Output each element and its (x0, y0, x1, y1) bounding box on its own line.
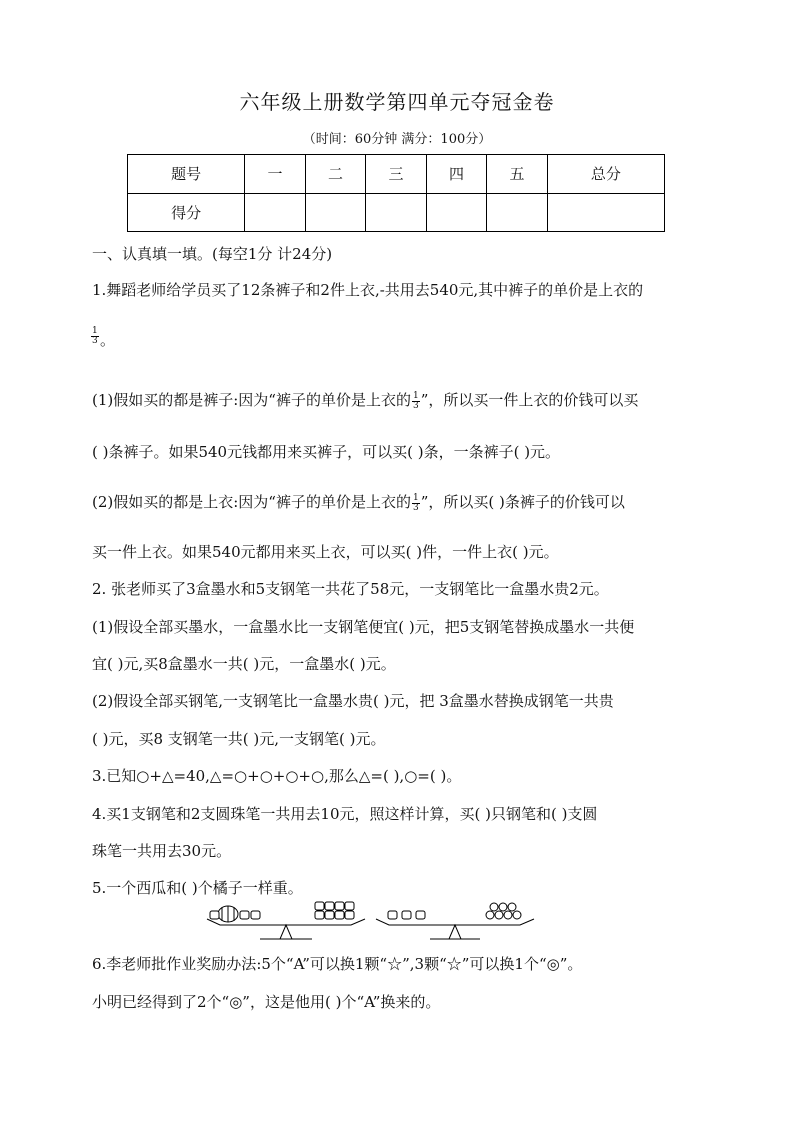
question-1-part-1-blanks: ( )条裤子。如果540元钱都用来买裤子，可以买( )条，一条裤子( )元。 (92, 443, 561, 461)
fraction-denominator: 3 (412, 400, 419, 411)
question-5-text: 5.一个西瓜和( )个橘子一样重。 (92, 879, 303, 897)
score-row-label: 得分 (128, 193, 245, 232)
balance-scale-right (376, 919, 534, 939)
fraction-denominator: 3 (92, 336, 98, 346)
question-2-part-2-blanks: ( )元，买8 支钢笔一共( )元,一支钢笔( )元。 (92, 730, 386, 748)
question-6-text: 6.李老师批作业奖励办法:5个“A”可以换1颗“☆”,3颗“☆”可以换1个“◎”。 (92, 955, 583, 973)
question-1-text: 1.舞蹈老师给学员买了12条裤子和2件上衣,-共用去540元,其中裤子的单价是上衣的 (92, 281, 644, 299)
question-4-text: 4.买1支钢笔和2支圆珠笔一共用去10元，照这样计算，买( )只钢笔和( )支圆 (92, 805, 598, 823)
question-1-part-2-text: (2)假如买的都是上衣:因为“裤子的单价是上衣的 (92, 493, 411, 511)
question-1-part-2-text: ”，所以买( )条裤子的价钱可以 (420, 493, 625, 511)
question-2-text: 2. 张老师买了3盒墨水和5支钢笔一共花了58元，一支钢笔比一盒墨水贵2元。 (92, 580, 609, 598)
question-1-part-1-text: (1)假如买的都是裤子:因为“裤子的单价是上衣的 (92, 391, 411, 409)
fraction-numerator: 1 (412, 390, 419, 401)
question-3-text: 3.已知○+△=40,△=○+○+○+○,那么△=( ),○=( )。 (92, 767, 462, 785)
fraction-numerator: 1 (412, 492, 419, 503)
score-table-header-cell: 五 (487, 155, 548, 194)
question-2-part-1: (1)假设全部买墨水，一盒墨水比一支钢笔便宜( )元，把5支钢笔替换成墨水一共便 (92, 618, 635, 636)
question-1-part-2-blanks: 买一件上衣。如果540元都用来买上衣，可以买( )件，一件上衣( )元。 (92, 543, 559, 561)
question-2-part-1-blanks: 宜( )元,买8盒墨水一共( )元，一盒墨水( )元。 (92, 655, 396, 673)
score-table-header-cell: 总分 (547, 155, 664, 194)
exam-info: （时间：60分钟 满分：100分） (302, 132, 492, 147)
score-table-header-cell: 三 (366, 155, 427, 194)
fraction-denominator: 3 (412, 502, 419, 513)
score-table-header-cell: 二 (305, 155, 366, 194)
orange-icon (388, 911, 425, 919)
question-1-end: 。 (100, 331, 116, 349)
score-table-header-cell: 四 (426, 155, 487, 194)
page-title: 六年级上册数学第四单元夺冠金卷 (239, 90, 555, 114)
section-heading: 一、认真填一填。(每空1分 计24分) (92, 245, 333, 263)
score-table-header-cell: 题号 (128, 155, 245, 194)
score-table-header-cell: 一 (245, 155, 306, 194)
ball-icon (486, 903, 521, 919)
question-4-text-cont: 珠笔一共用去30元。 (92, 842, 232, 860)
question-2-part-2: (2)假设全部买钢笔,一支钢笔比一盒墨水贵( )元，把 3盒墨水替换成钢笔一共贵 (92, 692, 614, 710)
question-6-text-cont: 小明已经得到了2个“◎”，这是他用( )个“A”换来的。 (92, 993, 441, 1011)
question-1-part-1-text: ”，所以买一件上衣的价钱可以买 (420, 391, 639, 409)
fraction-numerator: 1 (92, 326, 98, 336)
watermelon-icon (218, 906, 238, 922)
